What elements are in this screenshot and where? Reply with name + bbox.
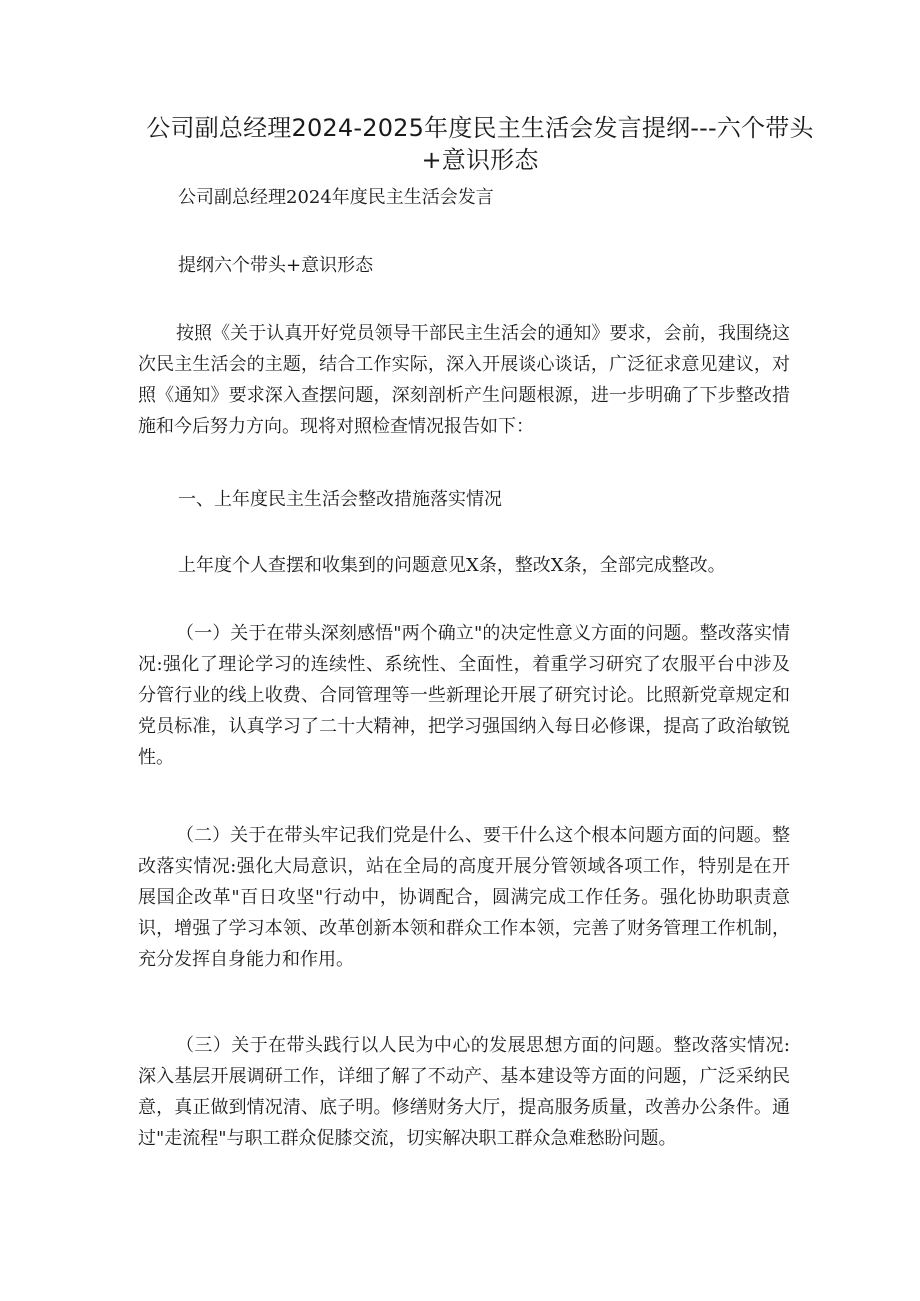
item-paragraph-2: （二）关于在带头牢记我们党是什么、要干什么这个根本问题方面的问题。整改落实情况:强化大局意识，站在全局的高度开展分管领域各项工作，特别是在开展国企改革"百日攻坚"行动中，协调配合，圆满完成工作任务。强化协助职责意识，增强了学习本领、改革创新本领和群众工作本领，完善了财务管理工作机制，充分发挥自身能力和作用。 <box>138 825 790 970</box>
intro-paragraph: 按照《关于认真开好党员领导干部民主生活会的通知》要求，会前，我围绕这次民主生活会的主题，结合工作实际，深入开展谈心谈话，广泛征求意见建议，对照《通知》要求深入查摆问题，深刻剖析产生问题根源，进一步明确了下步整改措施和今后努力方向。现将对照检查情况报告如下： <box>138 323 790 437</box>
subtitle-line-1: 公司副总经理2024年度民主生活会发言 <box>178 187 494 208</box>
section-heading-1: 一、上年度民主生活会整改措施落实情况 <box>178 489 502 510</box>
section-summary: 上年度个人查摆和收集到的问题意见X条，整改X条，全部完成整改。 <box>178 555 726 576</box>
item-paragraph-1: （一）关于在带头深刻感悟"两个确立"的决定性意义方面的问题。整改落实情况:强化了理论学习的连续性、系统性、全面性，着重学习研究了农服平台中涉及分管行业的线上收费、合同管理等一些新理论开展了研究讨论。比照新党章规定和党员标准，认真学习了二十大精神，把学习强国纳入每日必修课，提高了政治敏锐性。 <box>138 623 790 768</box>
subtitle-line-2: 提纲六个带头+意识形态 <box>178 255 374 276</box>
item-paragraph-3: （三）关于在带头践行以人民为中心的发展思想方面的问题。整改落实情况:深入基层开展调研工作，详细了解了不动产、基本建设等方面的问题，广泛采纳民意，真正做到情况清、底子明。修缮财务大厅，提高服务质量，改善办公条件。通过"走流程"与职工群众促膝交流，切实解决职工群众急难愁盼问题。 <box>138 1035 790 1149</box>
document-title: 公司副总经理2024-2025年度民主生活会发言提纲---六个带头+意识形态 <box>146 114 814 174</box>
